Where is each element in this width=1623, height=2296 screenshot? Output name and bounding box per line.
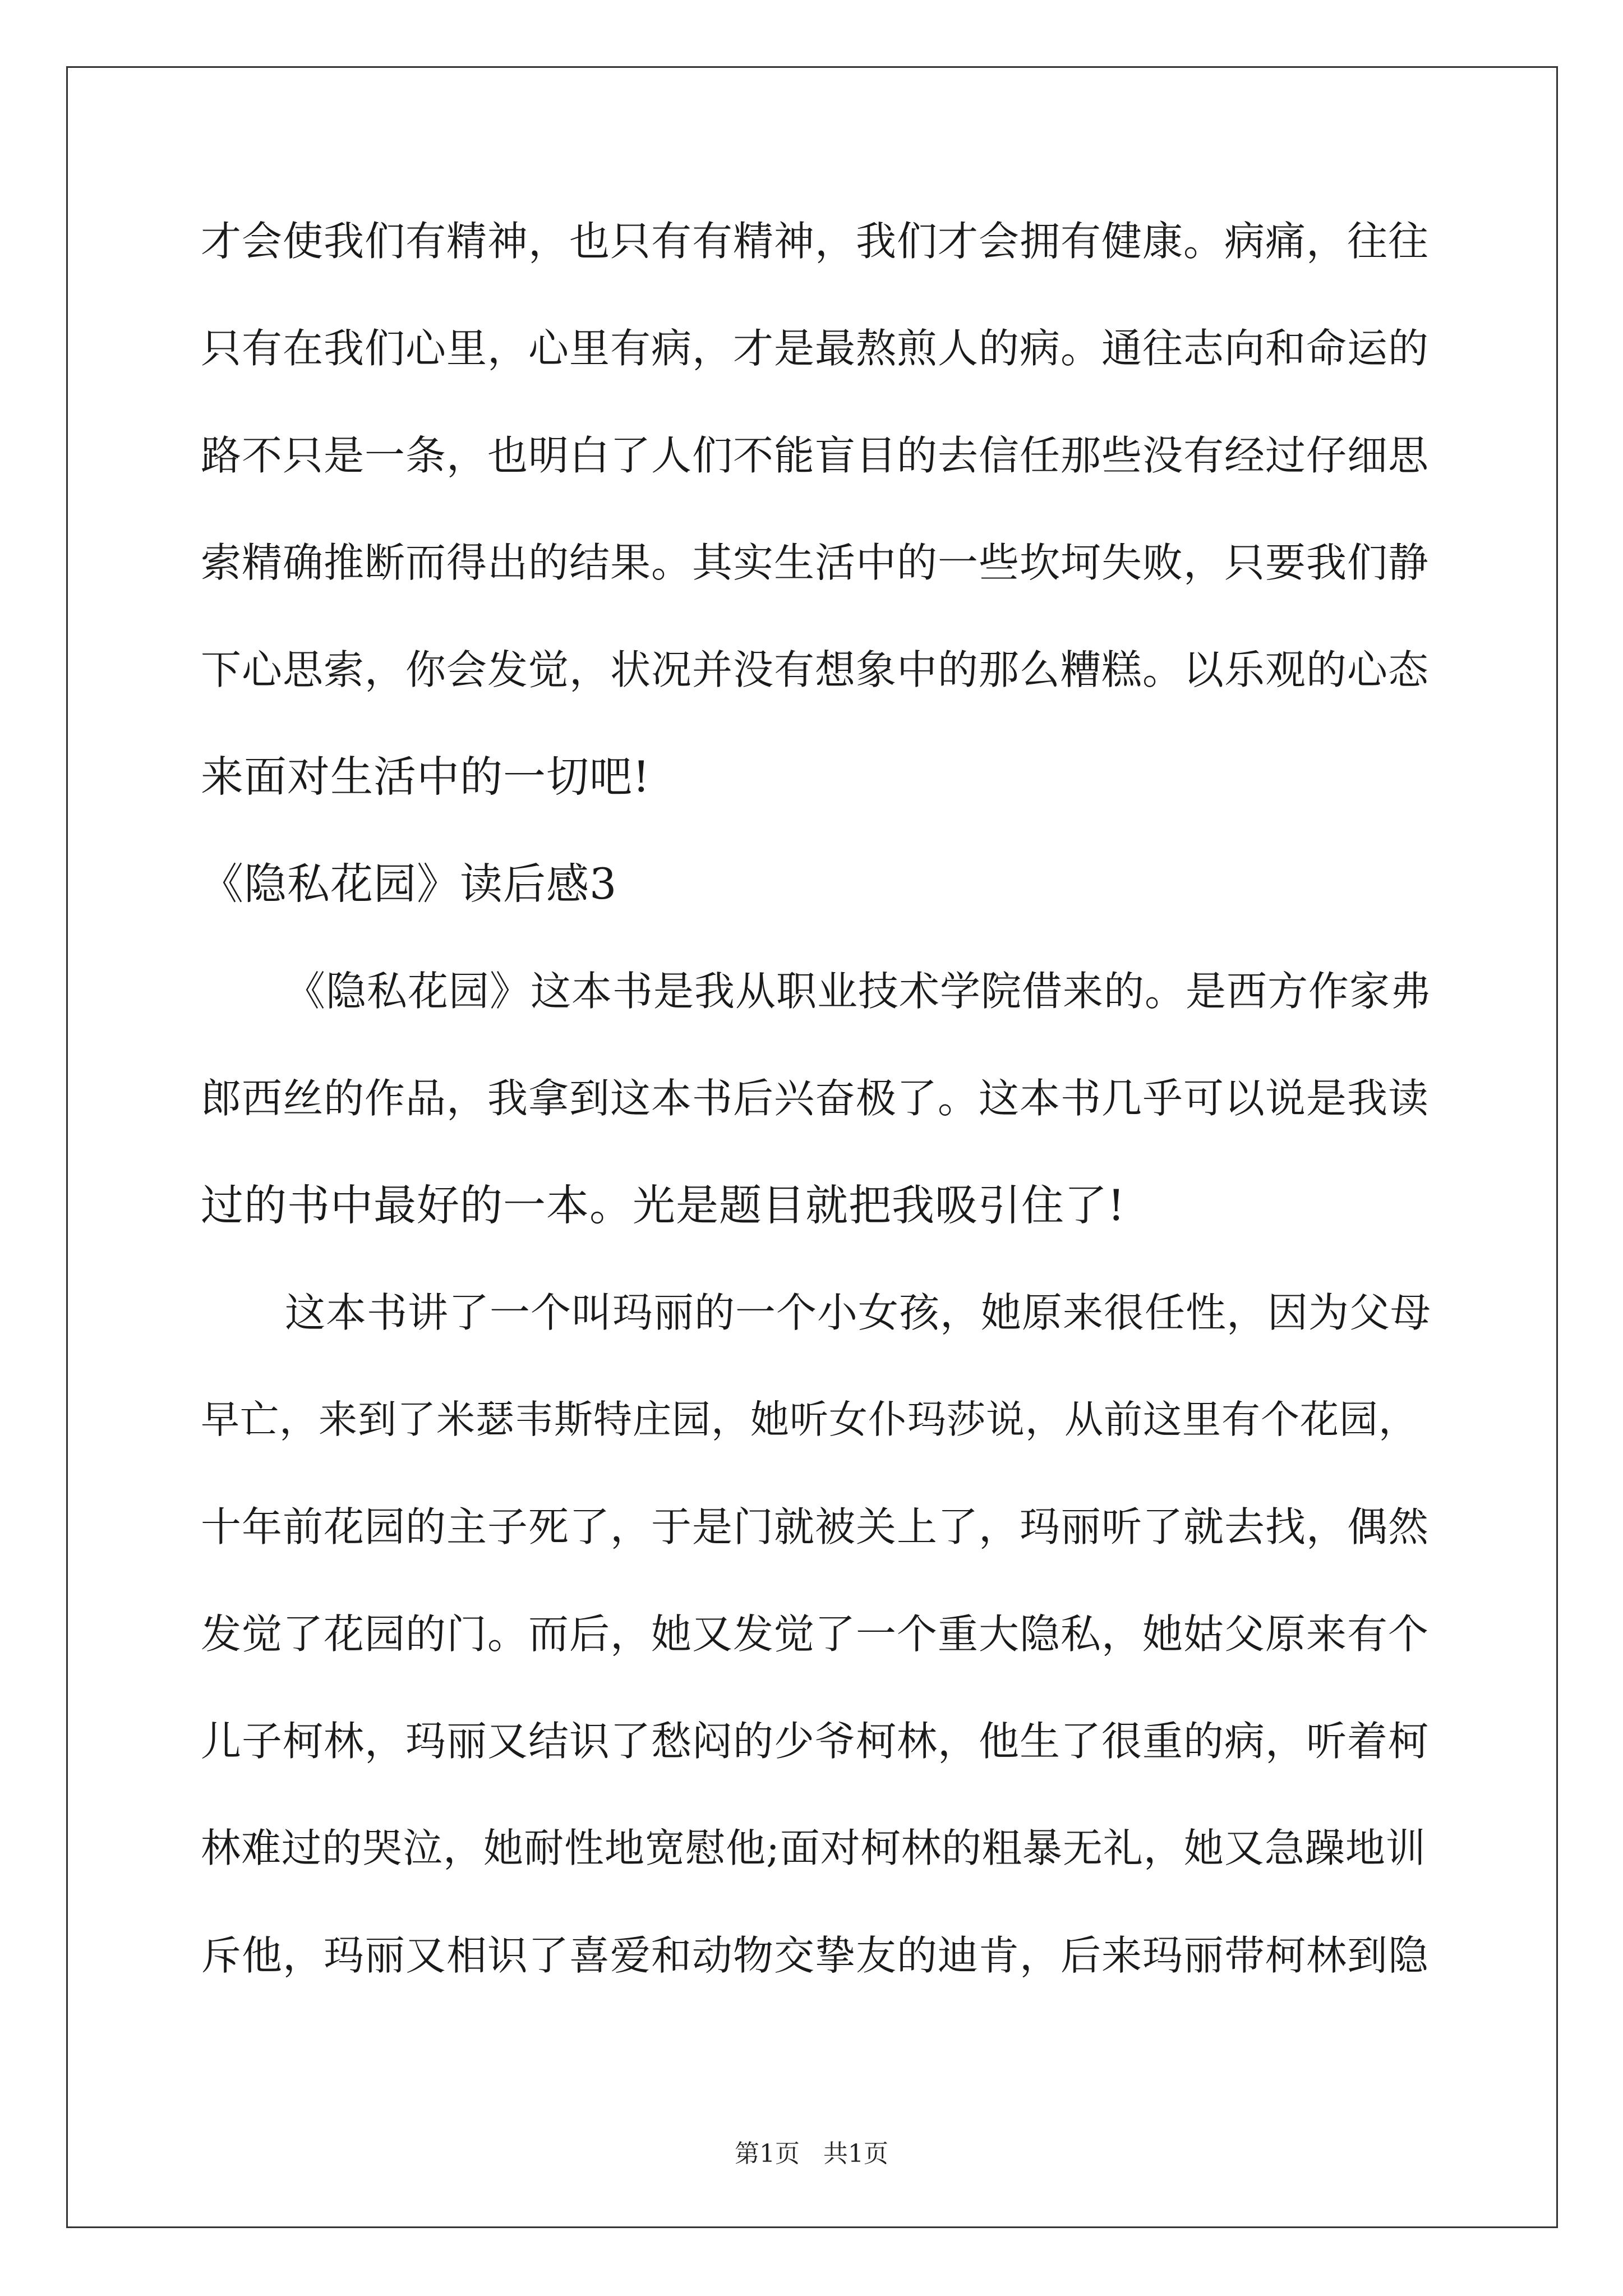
text-line: 索精确推断而得出的结果。其实生活中的一些坎坷失败，只要我们静 <box>201 539 1430 586</box>
text-line: 下心思索，你会发觉，状况并没有想象中的那么糟糕。以乐观的心态 <box>201 646 1430 693</box>
text-line: 才会使我们有精神，也只有有精神，我们才会拥有健康。病痛，往往 <box>201 218 1430 265</box>
page-footer: 第1页 共1页 <box>735 2139 888 2168</box>
paragraph-first-line: 这本书讲了一个叫玛丽的一个小女孩，她原来很任性，因为父母 <box>285 1289 1432 1336</box>
text-line: 早亡，来到了米瑟韦斯特庄园，她听女仆玛莎说，从前这里有个花园， <box>201 1397 1418 1442</box>
text-line: 来面对生活中的一切吧! <box>201 752 651 802</box>
text-line: 过的书中最好的一本。光是题目就把我吸引住了! <box>201 1180 1126 1230</box>
document-body <box>201 213 1435 2035</box>
text-line: 斥他，玛丽又相识了喜爱和动物交挚友的迪肯，后来玛丽带柯林到隐 <box>201 1932 1430 1979</box>
text-line: 儿子柯林，玛丽又结识了愁闷的少爷柯林，他生了很重的病，听着柯 <box>201 1718 1430 1765</box>
text-line: 十年前花园的主子死了，于是门就被关上了，玛丽听了就去找，偶然 <box>201 1503 1430 1550</box>
paragraph-first-line: 《隐私花园》这本书是我从职业技术学院借来的。是西方作家弗 <box>285 968 1432 1015</box>
section-heading: 《隐私花园》读后感3 <box>201 859 617 909</box>
text-line: 林难过的哭泣，她耐性地宽慰他;面对柯林的粗暴无礼，她又急躁地训 <box>201 1825 1426 1871</box>
text-line: 郎西丝的作品，我拿到这本书后兴奋极了。这本书几乎可以说是我读 <box>201 1075 1430 1122</box>
text-line: 路不只是一条，也明白了人们不能盲目的去信任那些没有经过仔细思 <box>201 432 1430 479</box>
text-line: 发觉了花园的门。而后，她又发觉了一个重大隐私，她姑父原来有个 <box>201 1611 1430 1658</box>
text-line: 只有在我们心里，心里有病，才是最熬煎人的病。通往志向和命运的 <box>201 325 1430 372</box>
